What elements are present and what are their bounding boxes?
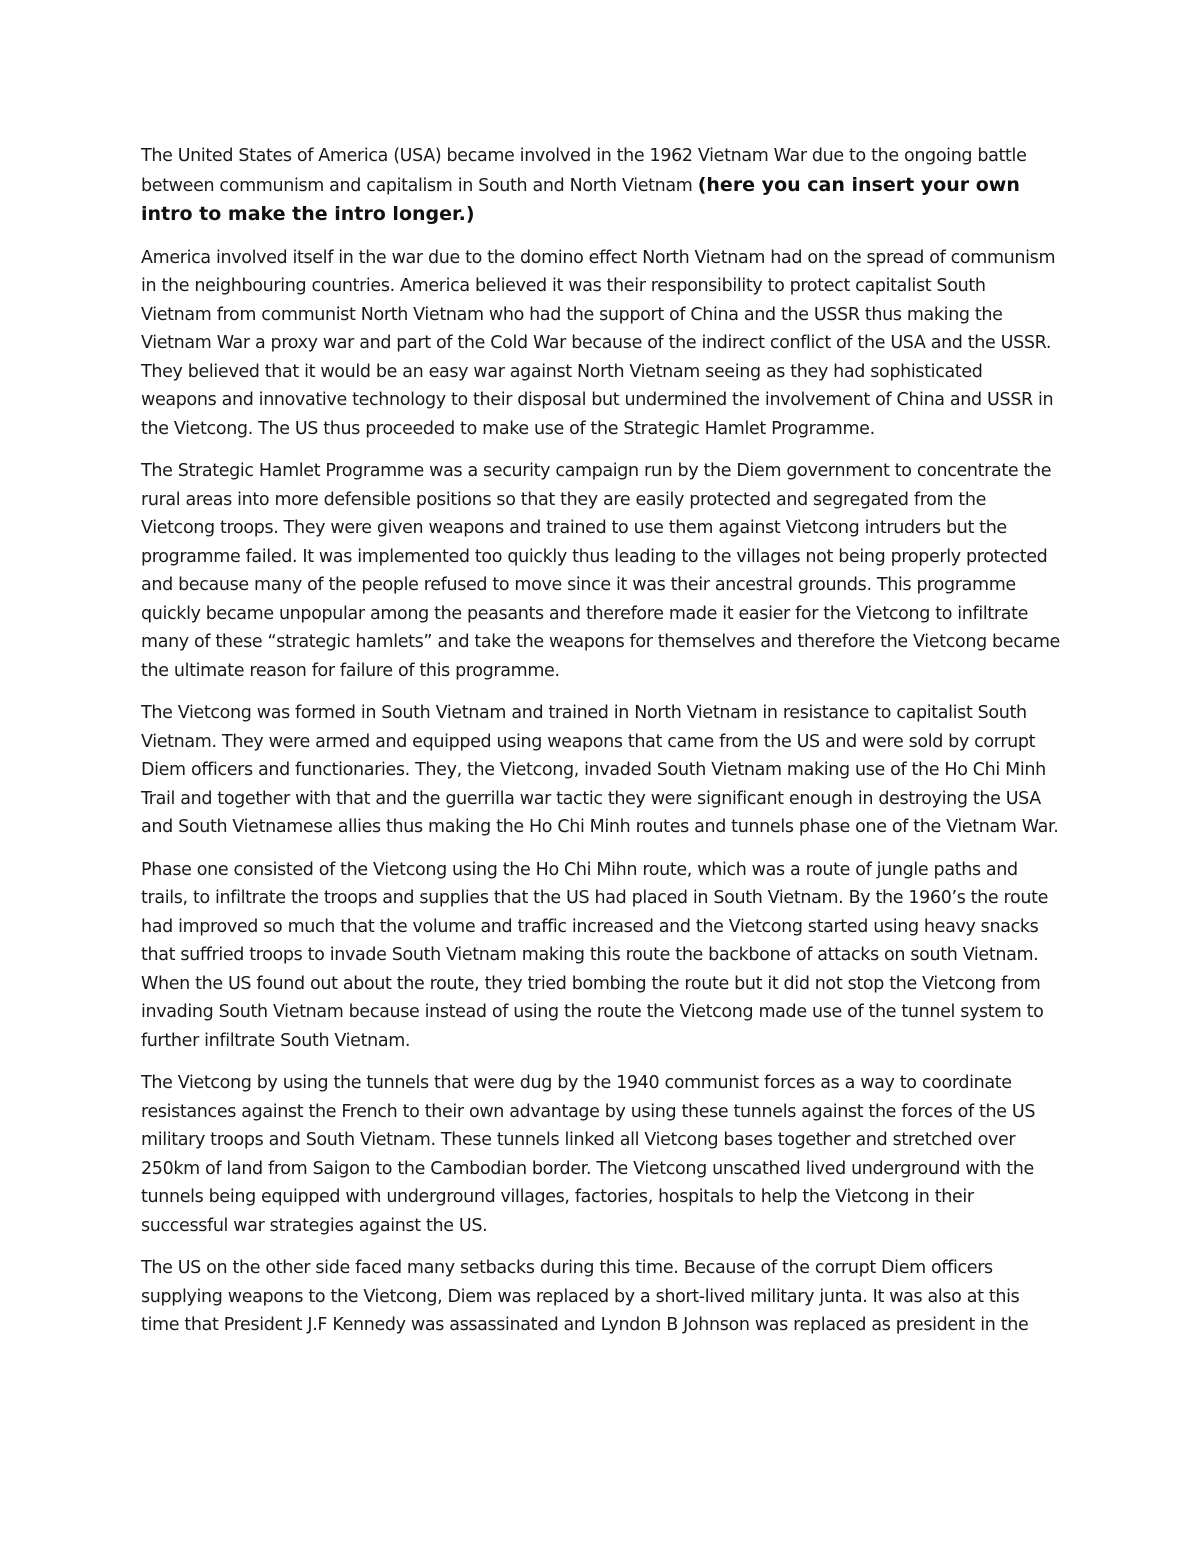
intro-text: The United States of America (USA) became involved in the 1962 Vietnam War due to the ongoing battle between communism and capitalism in South and North Vietnam	[141, 146, 1027, 196]
paragraph-strategic-hamlet: The Strategic Hamlet Programme was a security campaign run by the Diem government to concentrate the rural areas into more defensible positions so that they are easily protected and segregated from the Vietcong troops. They were given weapons and trained to use them against Vietcong intruders but the programme failed. It was implemented too quickly thus leading to the villages not being properly protected and because many of the people refused to move since it was their ancestral grounds. This programme quickly became unpopular among the peasants and therefore made it easier for the Vietcong to infiltrate many of these “strategic hamlets” and take the weapons for themselves and therefore the Vietcong became the ultimate reason for failure of this programme.	[141, 461, 1060, 681]
paragraph-tunnels: The Vietcong by using the tunnels that were dug by the 1940 communist forces as a way to coordinate resistances against the French to their own advantage by using these tunnels against the forces of the US military troops and South Vietnam. These tunnels linked all Vietcong bases together and stretched over 250km of land from Saigon to the Cambodian border. The Vietcong unscathed lived underground with the tunnels being equipped with underground villages, factories, hospitals to help the Vietcong in their successful war strategies against the US.	[141, 1073, 1036, 1236]
intro-emphasis: (here you can insert your own intro to make the intro longer.)	[141, 173, 1020, 225]
paragraph-phase-one: Phase one consisted of the Vietcong using the Ho Chi Mihn route, which was a route of jungle paths and trails, to infiltrate the troops and supplies that the US had placed in South Vietnam. By the 1960’s the route had improved so much that the volume and traffic increased and the Vietcong started using heavy snacks that suffried troops to invade South Vietnam making this route the backbone of attacks on south Vietnam. When the US found out about the route, they tried bombing the route but it did not stop the Vietcong from invading South Vietnam because instead of using the route the Vietcong made use of the tunnel system to further infiltrate South Vietnam.	[141, 859, 1049, 1051]
paragraph-domino-effect: America involved itself in the war due to the domino effect North Vietnam had on the spread of communism in the neighbouring countries. America believed it was their responsibility to protect capitalist South Vietnam from communist North Vietnam who had the support of China and the USSR thus making the Vietnam War a proxy war and part of the Cold War because of the indirect conflict of the USA and the USSR. They believed that it would be an easy war against North Vietnam seeing as they had sophisticated weapons and innovative technology to their disposal but undermined the involvement of China and USSR in the Vietcong. The US thus proceeded to make use of the Strategic Hamlet Programme.	[141, 247, 1056, 439]
paragraph-vietcong-formation: The Vietcong was formed in South Vietnam and trained in North Vietnam in resistance to capitalist South Vietnam. They were armed and equipped using weapons that came from the US and were sold by corrupt Diem officers and functionaries. They, the Vietcong, invaded South Vietnam making use of the Ho Chi Minh Trail and together with that and the guerrilla war tactic they were significant enough in destroying the USA and South Vietnamese allies thus making the Ho Chi Minh routes and tunnels phase one of the Vietnam War.	[141, 703, 1059, 837]
intro-paragraph	[141, 142, 1061, 230]
paragraph-us-setbacks: The US on the other side faced many setbacks during this time. Because of the corrupt Diem officers supplying weapons to the Vietcong, Diem was replaced by a short-lived military junta. It was also at this time that President J.F Kennedy was assassinated and Lyndon B Johnson was replaced as president in the	[141, 1258, 1029, 1335]
document-body	[141, 142, 1061, 1354]
